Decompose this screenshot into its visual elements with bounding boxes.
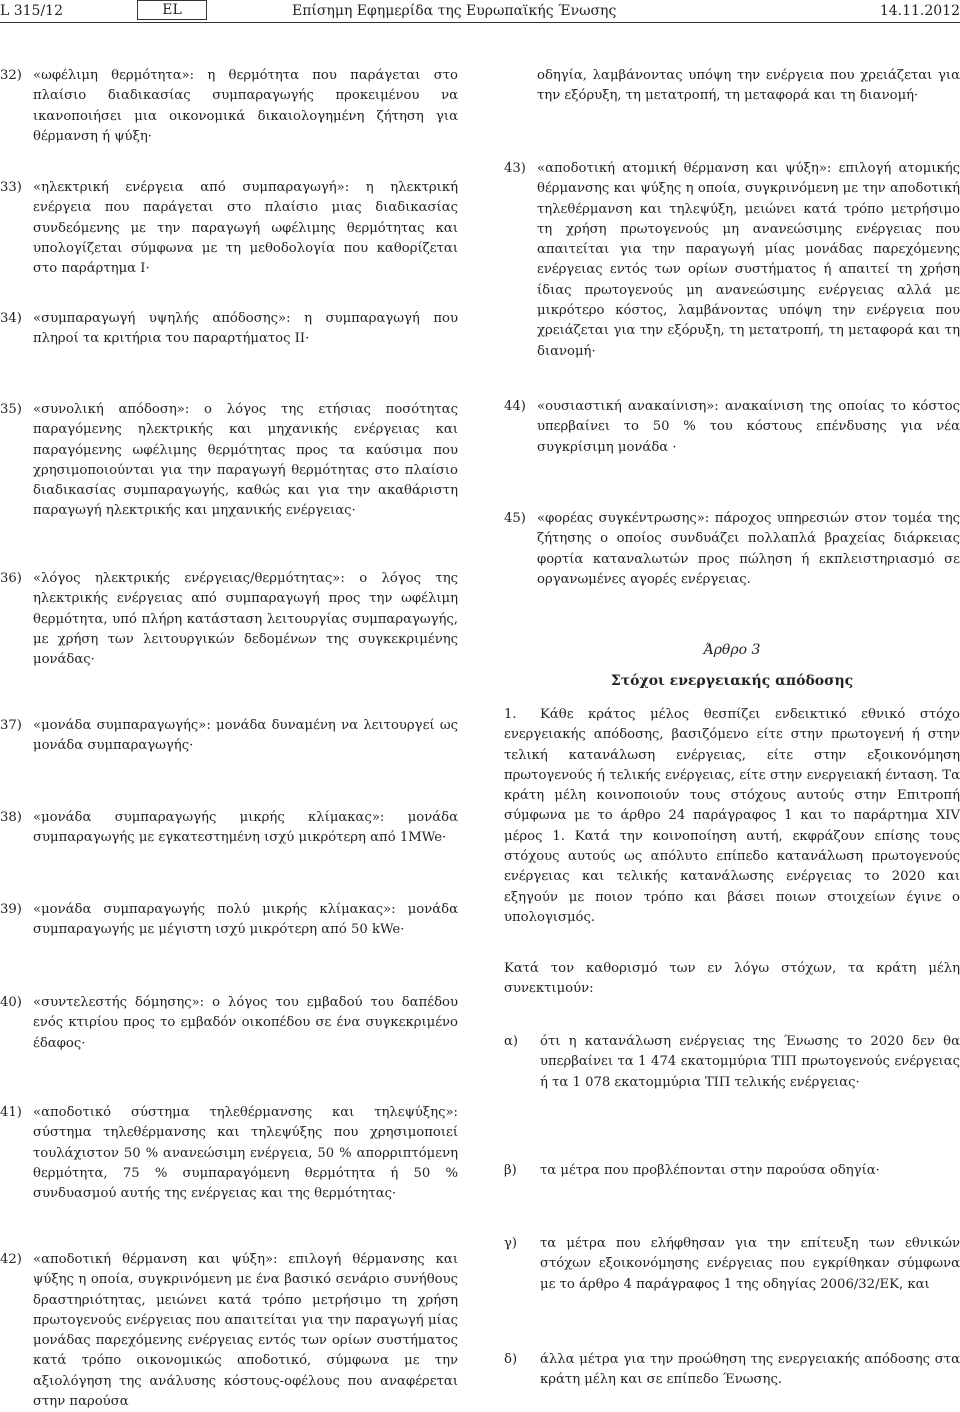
paragraph-1 [504, 705, 960, 928]
item-number: 32) [0, 68, 22, 83]
item-letter: β) [504, 1163, 517, 1178]
item-number: 44) [504, 399, 526, 414]
item-text: «αποδοτικό σύστημα τηλεθέρμανσης και τηλεψύξης»: σύστημα τηλεθέρμανσης και τηλεψύξης που χρησιμοποιεί τουλάχιστον 50 % ανανεώσιμη ενέργεια, 50 % απορριπτόμενη θερμότητα, 75 % συμπαραγόμενη θερμότητα ή 50 % συνδυασμού αυτής της ενέργειας και της θερμότητας· [33, 1105, 458, 1202]
definition-43 [504, 159, 960, 362]
item-number: 41) [0, 1105, 22, 1120]
definition-39 [0, 900, 458, 941]
item-text: άλλα μέτρα για την προώθηση της ενεργειακής απόδοσης στα κράτη μέλη και σε επίπεδο Ένωσης. [540, 1352, 960, 1388]
page-reference: L 315/12 [0, 3, 63, 19]
article-heading: Στόχοι ενεργειακής απόδοσης [610, 673, 854, 689]
definition-35 [0, 400, 458, 522]
definition-36 [0, 569, 458, 670]
item-text: «μονάδα συμπαραγωγής»: μονάδα δυναμένη να λειτουργεί ως μονάδα συμπαραγωγής· [33, 718, 458, 754]
item-text: ότι η κατανάλωση ενέργειας της Ένωσης το 2020 δεν θα υπερβαίνει τα 1 474 εκατομμύρια ΤΙΠ πρωτογενούς ενέργειας ή τα 1 078 εκατομμύρια ΤΙΠ τελικής ενέργειας· [540, 1034, 960, 1090]
definition-42 [0, 1250, 458, 1412]
definition-34 [0, 309, 458, 350]
list-item-d [504, 1350, 960, 1391]
item-letter: α) [504, 1034, 519, 1049]
article-number: Άρθρο 3 [703, 642, 761, 658]
item-number: 42) [0, 1252, 22, 1267]
item-number: 33) [0, 180, 22, 195]
definition-38 [0, 808, 458, 849]
definition-33 [0, 178, 458, 279]
definition-32 [0, 66, 458, 147]
item-number: 43) [504, 161, 526, 176]
issue-date: 14.11.2012 [879, 3, 960, 19]
definition-44 [504, 397, 960, 458]
item-letter: γ) [504, 1236, 518, 1251]
definition-42-continuation: οδηγία, λαμβάνοντας υπόψη την ενέργεια που χρειάζεται για την εξόρυξη, τη μετατροπή, τη μεταφορά και τη διανομή· [537, 68, 960, 104]
item-text: «συμπαραγωγή υψηλής απόδοσης»: η συμπαραγωγή που πληροί τα κριτήρια του παραρτήματος II· [33, 311, 458, 347]
item-number: 39) [0, 902, 22, 917]
item-number: 37) [0, 718, 22, 733]
list-item-b [504, 1161, 960, 1181]
item-text: «ουσιαστική ανακαίνιση»: ανακαίνιση της οποίας το κόστος υπερβαίνει το 50 % του κόστους επένδυσης για νέα συγκρίσιμη μονάδα · [537, 399, 960, 455]
item-text: τα μέτρα που προβλέπονται στην παρούσα οδηγία· [540, 1163, 880, 1178]
definition-41 [0, 1103, 458, 1204]
definition-45 [504, 509, 960, 590]
list-item-a [504, 1032, 960, 1093]
item-text: «μονάδα συμπαραγωγής πολύ μικρής κλίμακας»: μονάδα συμπαραγωγής με μέγιστη ισχύ μικρότερη από 50 kWe· [33, 902, 458, 938]
item-number: 40) [0, 995, 22, 1010]
paragraph-text: Κάθε κράτος μέλος θεσπίζει ενδεικτικό εθνικό στόχο ενεργειακής απόδοσης, βασιζόμενο είτε στην πρωτογενή ή στην τελική κατανάλωση ενέργειας, είτε στην εξοικονόμηση πρωτογενούς ή τελικής ενέργειας, είτε στην ενεργειακή ένταση. Τα κράτη μέλη κοινοποιούν τους στόχους αυτούς στην Επιτροπή σύμφωνα με το άρθρο 24 παράγραφος 1 και το παράρτημα XIV μέρος 1. Κατά την κοινοποίηση αυτή, εκφράζουν επίσης τους στόχους αυτούς ως απόλυτο επίπεδο κατανάλωση πρωτογενούς ενέργειας και τελικής κατανάλωσης ενέργειας το 2020 και εξηγούν με ποιον τρόπο και βάσει ποιων στοιχείων έγινε ο υπολογισμός. [504, 707, 960, 925]
page-header [0, 0, 960, 26]
paragraph-2: Κατά τον καθορισμό των εν λόγω στόχων, τα κράτη μέλη συνεκτιμούν: [504, 961, 960, 997]
header-rule [0, 22, 960, 23]
paragraph-number: 1. [504, 707, 517, 722]
item-number: 38) [0, 810, 22, 825]
item-text: «ηλεκτρική ενέργεια από συμπαραγωγή»: η ηλεκτρική ενέργεια που παράγεται στο πλαίσιο μιας διαδικασίας συνδεόμενης με την παραγωγή ωφέλιμης θερμότητας και υπολογίζεται σύμφωνα με τη μεθοδολογία που καθορίζεται στο παράρτημα I· [33, 180, 458, 277]
item-number: 34) [0, 311, 22, 326]
item-number: 45) [504, 511, 526, 526]
item-text: «συντελεστής δόμησης»: ο λόγος του εμβαδού του δαπέδου ενός κτιρίου προς το εμβαδόν οικοπέδου σε ένα συγκεκριμένο έδαφος· [33, 995, 458, 1051]
journal-title: Επίσημη Εφημερίδα της Ευρωπαϊκής Ένωσης [292, 3, 617, 19]
item-number: 35) [0, 402, 22, 417]
definition-40 [0, 993, 458, 1054]
item-number: 36) [0, 571, 22, 586]
item-text: «αποδοτική θέρμανση και ψύξη»: επιλογή θέρμανσης και ψύξης η οποία, συγκρινόμενη με ένα βασικό σενάριο συνήθους δραστηριότητας, μειώνει κατά τρόπο μετρήσιμο τη χρήση πρωτογενούς ενέργειας που απαιτείται για την παραγωγή μίας μονάδας παρεχόμενης ενέργειας εντός των ορίων συστήματος κατά τρόπο οικονομικώς αποδοτικό, σύμφωνα με την αξιολόγηση της ανάλυσης κόστους-οφέλους που αναφέρεται στην παρούσα [33, 1252, 458, 1410]
item-letter: δ) [504, 1352, 518, 1367]
item-text: «συνολική απόδοση»: ο λόγος της ετήσιας ποσότητας παραγόμενης ηλεκτρικής και μηχανικής ενέργειας και παραγόμενης ωφέλιμης θερμότητας προς τα καύσιμα που χρησιμοποιούνται για την παραγωγή θερμότητας στο πλαίσιο διαδικασίας συμπαραγωγής, καθώς και για την ακαθάριστη παραγωγή ηλεκτρικής και μηχανικής ενέργειας· [33, 402, 458, 519]
definition-37 [0, 716, 458, 757]
item-text: τα μέτρα που ελήφθησαν για την επίτευξη των εθνικών στόχων εξοικονόμησης ενέργειας που εγκρίθηκαν σύμφωνα με το άρθρο 4 παράγραφος 1 της οδηγίας 2006/32/ΕΚ, και [540, 1236, 960, 1292]
language-badge: EL [137, 0, 207, 20]
item-text: «λόγος ηλεκτρικής ενέργειας/θερμότητας»: ο λόγος της ηλεκτρικής ενέργειας από συμπαραγωγή προς την ωφέλιμη θερμότητα, υπό πλήρη κατάσταση λειτουργίας συμπαραγωγής, με χρήση των λειτουργικών δεδομένων της συγκεκριμένης μονάδας· [33, 571, 458, 668]
item-text: «αποδοτική ατομική θέρμανση και ψύξη»: επιλογή ατομικής θέρμανσης και ψύξης η οποία, συγκρινόμενη με την αποδοτική τηλεθέρμανση και τηλεψύξη, μειώνει κατά τρόπο μετρήσιμο τη χρήση πρωτογενούς μη ανανεώσιμης ενέργειας που απαιτείται για την παραγωγή μίας μονάδας παρεχόμενης ενέργειας εντός των ορίων συστήματος ή απαιτεί τη χρήση ίδιας πρωτογενούς μη ανανεώσιμης ενέργειας αλλά με μικρότερο κόστος, λαμβάνοντας υπόψη την ενέργεια που χρειάζεται για την εξόρυξη, τη μετατροπή, τη μεταφορά και τη διανομή· [537, 161, 960, 359]
item-text: «φορέας συγκέντρωσης»: πάροχος υπηρεσιών στον τομέα της ζήτησης ο οποίος συνδυάζει πολλαπλά βραχείας διάρκειας φορτία καταναλωτών προς πώληση ή εκπλειστηριασμό σε οργανωμένες αγορές ενέργειας. [537, 511, 960, 587]
item-text: «ωφέλιμη θερμότητα»: η θερμότητα που παράγεται στο πλαίσιο διαδικασίας συμπαραγωγής προκειμένου να ικανοποιήσει μια οικονομικά δικαιολογημένη ζήτηση για θέρμανση ή ψύξη· [33, 68, 458, 144]
item-text: «μονάδα συμπαραγωγής μικρής κλίμακας»: μονάδα συμπαραγωγής με εγκατεστημένη ισχύ μικρότερη από 1MWe· [33, 810, 458, 846]
list-item-c [504, 1234, 960, 1295]
